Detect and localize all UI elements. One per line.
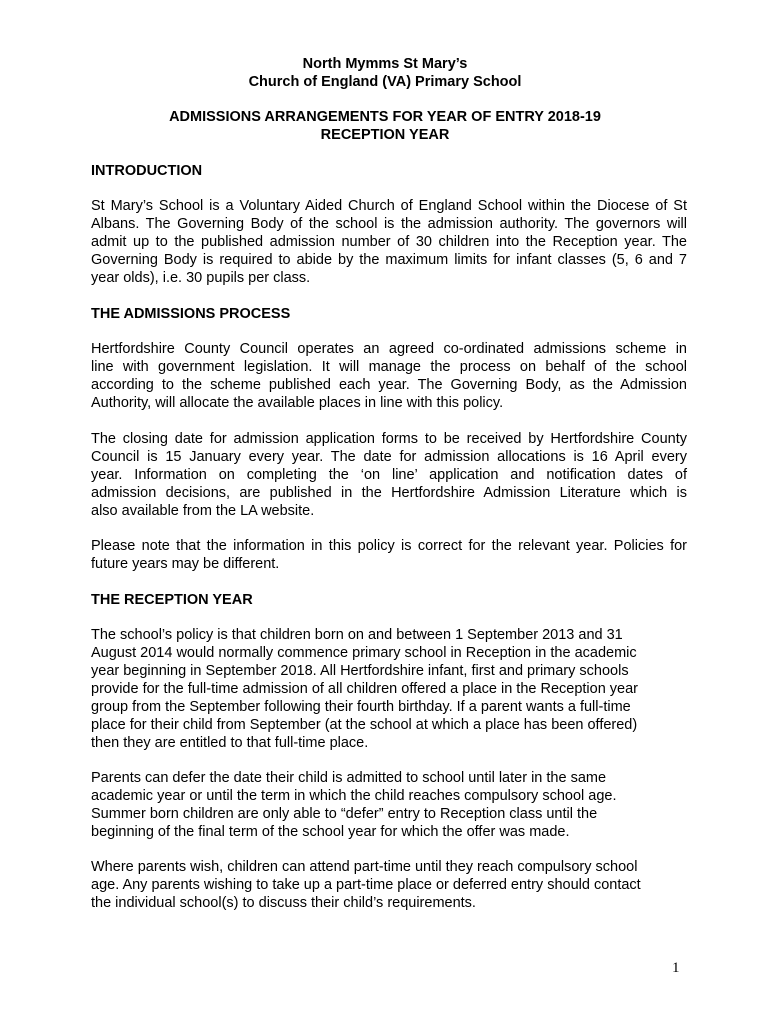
text-line: Authority, will allocate the available places in line with this policy. bbox=[91, 395, 504, 411]
text-line: Council is 15 January every year. The date for admission allocations is 16 April every bbox=[91, 449, 687, 465]
text-line: the individual school(s) to discuss their child’s requirements. bbox=[91, 895, 476, 911]
text-line: beginning of the final term of the school year for which the offer was made. bbox=[91, 824, 570, 840]
admissions-process-paragraph-2 bbox=[91, 430, 687, 520]
text-line: Summer born children are only able to “defer” entry to Reception class until the bbox=[91, 806, 598, 822]
reception-year-paragraph-2 bbox=[91, 769, 687, 841]
text-line: Parents can defer the date their child is admitted to school until later in the same bbox=[91, 770, 607, 786]
text-line: year olds), i.e. 30 pupils per class. bbox=[91, 270, 311, 286]
text-line: admission decisions, are published in the Hertfordshire Admission Literature which is bbox=[91, 485, 687, 501]
reception-year-paragraph-3 bbox=[91, 858, 687, 912]
text-line: year beginning in September 2018. All Hertfordshire infant, first and primary schools bbox=[91, 663, 629, 679]
introduction-heading: INTRODUCTION bbox=[91, 163, 203, 179]
text-line: Governing Body is required to abide by the maximum limits for infant classes (5, 6 and 7 bbox=[91, 252, 687, 268]
admissions-process-paragraph-3 bbox=[91, 537, 687, 573]
text-line: Please note that the information in this policy is correct for the relevant year. Policies for bbox=[91, 538, 687, 554]
document-title bbox=[0, 108, 770, 144]
introduction-paragraph bbox=[91, 197, 687, 287]
text-line: year. Information on completing the ‘on line’ application and notification dates of bbox=[91, 467, 687, 483]
reception-year-heading: THE RECEPTION YEAR bbox=[91, 592, 253, 608]
text-line: Albans. The Governing Body of the school is the admission authority. The governors will bbox=[91, 216, 687, 232]
text-line: admit up to the published admission number of 30 children into the Reception year. The bbox=[91, 234, 687, 250]
school-name-line: Church of England (VA) Primary School bbox=[248, 74, 522, 90]
admissions-process-heading: THE ADMISSIONS PROCESS bbox=[91, 306, 291, 322]
school-name-line: North Mymms St Mary’s bbox=[302, 56, 468, 72]
text-line: group from the September following their fourth birthday. If a parent wants a full-time bbox=[91, 699, 631, 715]
page-number: 1 bbox=[672, 960, 680, 976]
text-line: according to the scheme published each year. The Governing Body, as the Admission bbox=[91, 377, 687, 393]
text-line: August 2014 would normally commence primary school in Reception in the academic bbox=[91, 645, 637, 661]
document-title-line: ADMISSIONS ARRANGEMENTS FOR YEAR OF ENTRY 2018-19 bbox=[169, 109, 601, 125]
text-line: age. Any parents wishing to take up a part-time place or deferred entry should contact bbox=[91, 877, 641, 893]
text-line: The closing date for admission application forms to be received by Hertfordshire County bbox=[91, 431, 687, 447]
text-line: place for their child from September (at the school at which a place has been offered) bbox=[91, 717, 638, 733]
school-name-heading bbox=[0, 55, 770, 91]
document-title-line: RECEPTION YEAR bbox=[320, 127, 450, 143]
text-line: line with government legislation. It will manage the process on behalf of the school bbox=[91, 359, 687, 375]
text-line: academic year or until the term in which the child reaches compulsory school age. bbox=[91, 788, 617, 804]
text-line: Hertfordshire County Council operates an agreed co-ordinated admissions scheme in bbox=[91, 341, 687, 357]
text-line: provide for the full-time admission of all children offered a place in the Reception year bbox=[91, 681, 638, 697]
text-line: also available from the LA website. bbox=[91, 503, 315, 519]
text-line: The school’s policy is that children born on and between 1 September 2013 and 31 bbox=[91, 627, 623, 643]
text-line: St Mary’s School is a Voluntary Aided Church of England School within the Diocese of St bbox=[91, 198, 687, 214]
text-line: then they are entitled to that full-time place. bbox=[91, 735, 369, 751]
admissions-process-paragraph-1 bbox=[91, 340, 687, 412]
reception-year-paragraph-1 bbox=[91, 626, 687, 752]
text-line: future years may be different. bbox=[91, 556, 280, 572]
text-line: Where parents wish, children can attend part-time until they reach compulsory school bbox=[91, 859, 638, 875]
